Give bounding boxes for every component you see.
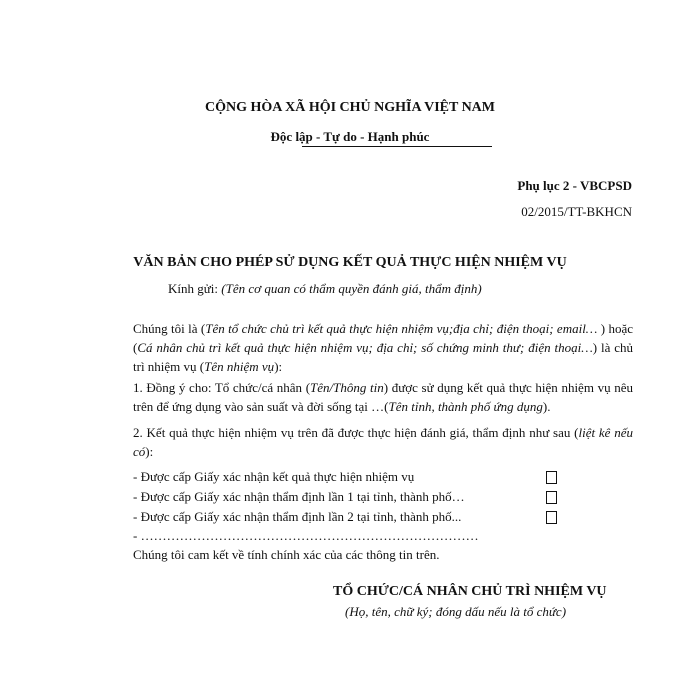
p2-text-a: 1. Đồng ý cho: Tổ chức/cá nhân ( bbox=[133, 380, 311, 395]
checkbox[interactable] bbox=[546, 511, 557, 524]
recipient-value: (Tên cơ quan có thẩm quyền đánh giá, thẩm định) bbox=[221, 281, 482, 296]
motto-wrap bbox=[0, 128, 700, 146]
signature-note: (Họ, tên, chữ ký; đóng dấu nếu là tổ chức) bbox=[345, 604, 567, 619]
p2-name-info: Tên/Thông tin bbox=[310, 380, 384, 395]
appendix-label: Phụ lục 2 - VBCPSD bbox=[517, 178, 632, 193]
p1-org-info: Tên tổ chức chủ trì kết quả thực hiện nhiệm vụ;địa chỉ; điện thoại; email… bbox=[205, 321, 601, 336]
dotted-line: - …………………………………………………………………… bbox=[133, 528, 479, 543]
p1-text-e: ) là chủ trì nhiệm vụ ( bbox=[133, 340, 633, 374]
p1-text-c: ) hoặc ( bbox=[133, 321, 633, 355]
p2-text-e: ). bbox=[542, 399, 551, 414]
p1-text-a: Chúng tôi là ( bbox=[133, 321, 206, 336]
recipient-label: Kính gửi: bbox=[168, 281, 219, 296]
p3-text-c: ): bbox=[145, 444, 154, 459]
checkbox[interactable] bbox=[546, 491, 557, 504]
p1-text-g: ): bbox=[274, 359, 283, 374]
motto-heading: Độc lập - Tự do - Hạnh phúc bbox=[270, 129, 430, 144]
checklist-item: - Được cấp Giấy xác nhận kết quả thực hiện nhiệm vụ bbox=[133, 469, 415, 484]
checklist-item: - Được cấp Giấy xác nhận thẩm định lần 1 tại tỉnh, thành phố… bbox=[133, 489, 465, 504]
paragraph-evaluation bbox=[133, 423, 633, 461]
nation-heading: CỘNG HÒA XÃ HỘI CHỦ NGHĨA VIỆT NAM bbox=[204, 100, 495, 115]
p2-province: Tên tỉnh, thành phố ứng dụng bbox=[388, 399, 543, 414]
motto-underline bbox=[302, 146, 492, 147]
checklist-item: - Được cấp Giấy xác nhận thẩm định lần 2 tại tỉnh, thành phố... bbox=[133, 509, 462, 524]
paragraph-intro bbox=[133, 319, 633, 376]
p3-text-a: 2. Kết quả thực hiện nhiệm vụ trên đã được thực hiện đánh giá, thẩm định như sau ( bbox=[133, 425, 579, 440]
recipient-line bbox=[168, 281, 482, 297]
p1-person-info: Cá nhân chủ trì kết quả thực hiện nhiệm vụ; địa chỉ; số chứng minh thư; điện thoại… bbox=[137, 340, 593, 355]
commitment-text: Chúng tôi cam kết về tính chính xác của các thông tin trên. bbox=[133, 547, 440, 562]
document-title: VĂN BẢN CHO PHÉP SỬ DỤNG KẾT QUẢ THỰC HIỆN NHIỆM VỤ bbox=[133, 255, 567, 270]
p2-text-c: ) được sử dụng kết quả thực hiện nhiệm vụ nêu trên để ứng dụng vào sản suất và đời sống tại …( bbox=[133, 380, 633, 414]
checkbox[interactable] bbox=[546, 471, 557, 484]
signature-title: TỔ CHỨC/CÁ NHÂN CHỦ TRÌ NHIỆM VỤ bbox=[333, 584, 607, 599]
circular-number: 02/2015/TT-BKHCN bbox=[521, 204, 632, 219]
paragraph-consent bbox=[133, 378, 633, 416]
p3-list-note: liệt kê nếu có bbox=[133, 425, 633, 459]
p1-task-name: Tên nhiệm vụ bbox=[204, 359, 275, 374]
